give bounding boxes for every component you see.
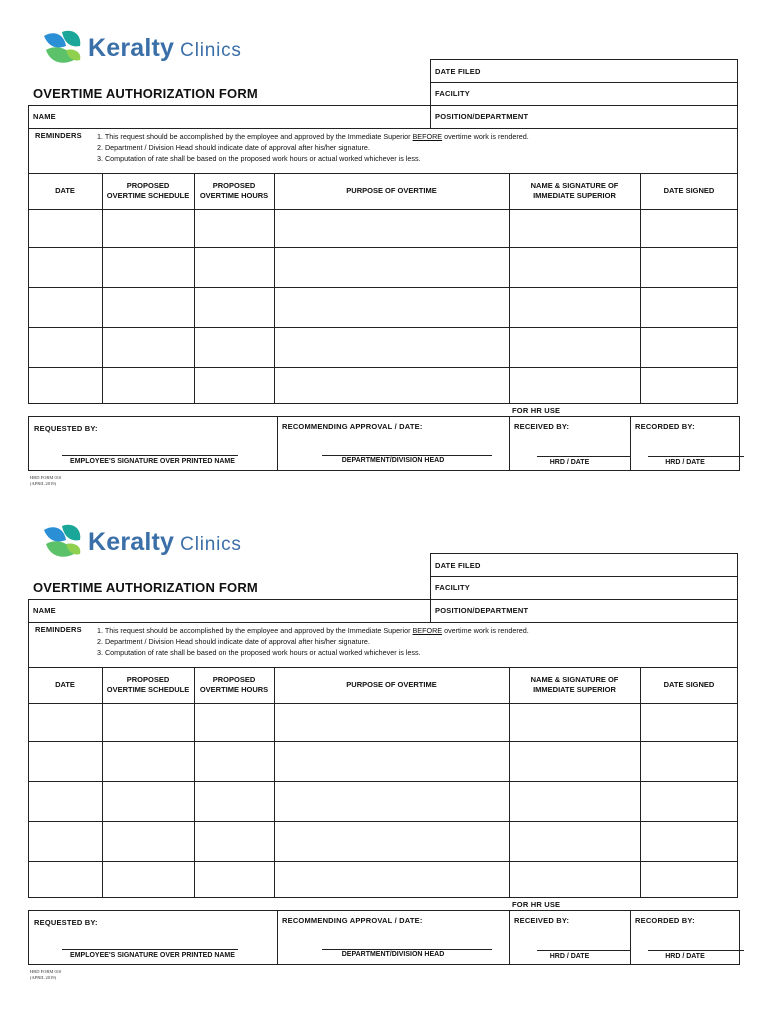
date-filed-field[interactable]: DATE FILED — [435, 561, 481, 570]
table-body[interactable] — [29, 210, 738, 404]
position-department-field[interactable]: POSITION/DEPARTMENT — [435, 606, 529, 615]
col-purpose: PURPOSE OF OVERTIME — [346, 680, 437, 689]
col-proposed-schedule: PROPOSED OVERTIME SCHEDULE — [106, 181, 190, 200]
brand-name: Keralty — [88, 528, 175, 556]
name-field[interactable]: NAME — [33, 112, 56, 121]
col-proposed-hours: PROPOSED OVERTIME HOURS — [199, 675, 269, 694]
position-department-field[interactable]: POSITION/DEPARTMENT — [435, 112, 529, 121]
col-superior: NAME & SIGNATURE OF IMMEDIATE SUPERIOR — [530, 181, 619, 200]
date-filed-field[interactable]: DATE FILED — [435, 67, 481, 76]
employee-signature-line[interactable] — [62, 455, 238, 456]
recorded-signature-line[interactable] — [648, 456, 744, 457]
form-title: OVERTIME AUTHORIZATION FORM — [33, 86, 258, 101]
col-proposed-hours: PROPOSED OVERTIME HOURS — [199, 181, 269, 200]
reminders-label: REMINDERS — [35, 625, 82, 634]
keralty-logo — [40, 28, 280, 72]
col-date-signed: DATE SIGNED — [663, 186, 715, 195]
recorded-caption: HRD / DATE — [665, 953, 705, 960]
leaf-logo-icon — [40, 522, 86, 562]
recorded-signature-line[interactable] — [648, 950, 744, 951]
brand-sub: Clinics — [180, 534, 242, 555]
table-body[interactable] — [29, 704, 738, 898]
overtime-form-top — [0, 0, 768, 494]
employee-signature-caption: EMPLOYEE'S SIGNATURE OVER PRINTED NAME — [70, 458, 235, 465]
form-title: OVERTIME AUTHORIZATION FORM — [33, 580, 258, 595]
received-signature-line[interactable] — [537, 456, 631, 457]
recorded-by-label: RECORDED BY: — [635, 916, 695, 925]
col-proposed-schedule: PROPOSED OVERTIME SCHEDULE — [106, 675, 190, 694]
employee-signature-line[interactable] — [62, 949, 238, 950]
reminders-list: 1. This request should be accomplished by the employee and approved by the Immediate Superior BEFORE overtime work is rendered. 2. Department / Division Head should indicate date of approval after his/her signature. 3. Computation of rate shall be based on the proposed work hours or actual worked whichever is less. — [97, 626, 529, 657]
name-row — [28, 599, 738, 623]
division-head-signature-line[interactable] — [322, 455, 492, 456]
brand-sub: Clinics — [180, 40, 242, 61]
hr-use-label: FOR HR USE — [512, 406, 561, 415]
brand-name: Keralty — [88, 34, 175, 62]
overtime-form-bottom — [0, 494, 768, 988]
hr-use-label: FOR HR USE — [512, 900, 561, 909]
division-head-caption: DEPARTMENT/DIVISION HEAD — [341, 457, 445, 464]
col-superior: NAME & SIGNATURE OF IMMEDIATE SUPERIOR — [530, 675, 619, 694]
leaf-logo-icon — [40, 28, 86, 68]
received-caption: HRD / DATE — [549, 459, 590, 466]
col-date: DATE — [55, 186, 75, 195]
recorded-caption: HRD / DATE — [665, 459, 705, 466]
col-purpose: PURPOSE OF OVERTIME — [346, 186, 437, 195]
division-head-signature-line[interactable] — [322, 949, 492, 950]
requested-by-label: REQUESTED BY: — [34, 424, 98, 433]
form-code: HRD FORM 010 (APRIL 2019) — [30, 475, 62, 486]
received-by-label: RECEIVED BY: — [514, 422, 570, 431]
recommending-label: RECOMMENDING APPROVAL / DATE: — [282, 916, 423, 925]
recommending-label: RECOMMENDING APPROVAL / DATE: — [282, 422, 423, 431]
reminders-list: 1. This request should be accomplished by the employee and approved by the Immediate Superior BEFORE overtime work is rendered. 2. Department / Division Head should indicate date of approval after his/her signature. 3. Computation of rate shall be based on the proposed work hours or actual worked whichever is less. — [97, 132, 529, 163]
received-signature-line[interactable] — [537, 950, 631, 951]
form-code: HRD FORM 010 (APRIL 2019) — [30, 969, 62, 980]
requested-by-label: REQUESTED BY: — [34, 918, 98, 927]
recorded-by-label: RECORDED BY: — [635, 422, 695, 431]
division-head-caption: DEPARTMENT/DIVISION HEAD — [341, 951, 445, 958]
facility-field[interactable]: FACILITY — [435, 89, 470, 98]
received-caption: HRD / DATE — [549, 953, 590, 960]
col-date: DATE — [55, 680, 75, 689]
col-date-signed: DATE SIGNED — [663, 680, 715, 689]
name-field[interactable]: NAME — [33, 606, 56, 615]
received-by-label: RECEIVED BY: — [514, 916, 570, 925]
facility-field[interactable]: FACILITY — [435, 583, 470, 592]
employee-signature-caption: EMPLOYEE'S SIGNATURE OVER PRINTED NAME — [70, 952, 235, 959]
keralty-logo — [40, 522, 280, 566]
reminders-label: REMINDERS — [35, 131, 82, 140]
name-row — [28, 105, 738, 129]
